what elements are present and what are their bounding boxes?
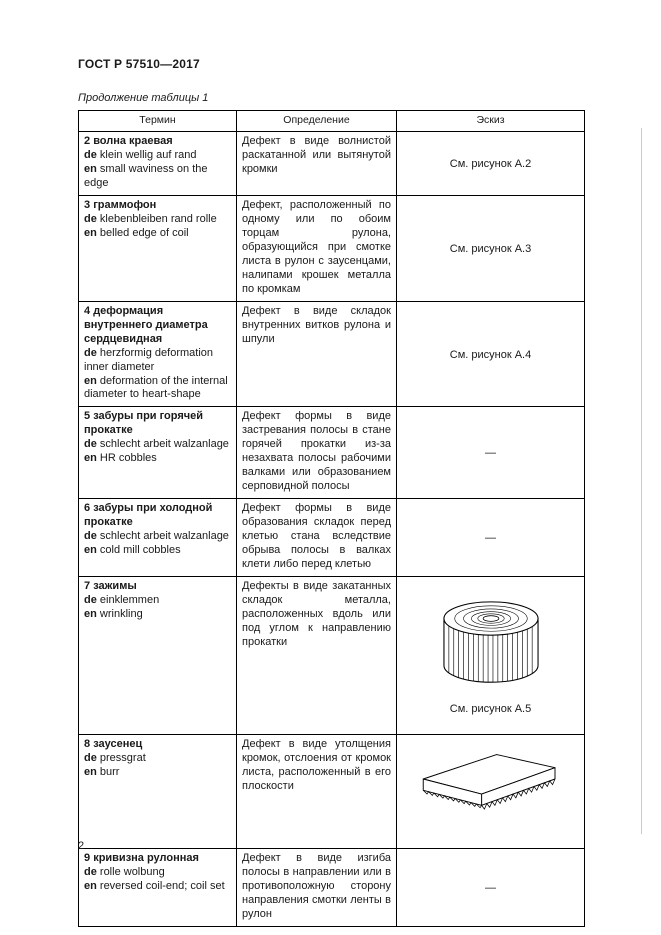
term-title (84, 410, 231, 438)
lang-label-de: de (84, 148, 97, 161)
lang-label-en: en (84, 880, 97, 893)
lang-label-en: en (84, 544, 97, 557)
term-de: rolle wolbung (99, 866, 165, 879)
definition-cell: Дефекты в виде закатанных складок металла, расположенных вдоль или под углом к направлению прокатки (237, 577, 397, 735)
column-header-term: Термин (79, 111, 237, 132)
table-caption: Продолжение таблицы 1 (78, 92, 209, 104)
table-row (79, 132, 585, 196)
term-en-line (84, 608, 231, 622)
lang-label-de: de (84, 346, 97, 359)
table-row (79, 577, 585, 735)
definition-cell: Дефект, расположенный по одному или по обоим торцам рулона, образующийся при смотке листа в рулон с заусенцами, налипами крошек металла по кромкам (237, 195, 397, 301)
definition-cell: Дефект в виде складок внутренних витков рулона и шпули (237, 301, 397, 407)
term-ru: забуры при горячей прокатке (84, 410, 204, 437)
lang-label-de: de (84, 530, 97, 543)
term-cell (79, 407, 237, 499)
term-ru: кривизна рулонная (93, 852, 199, 865)
term-title (84, 580, 231, 594)
term-cell (79, 577, 237, 735)
term-ru: забуры при холодной прокатке (84, 502, 213, 529)
term-number: 4 (84, 304, 91, 317)
term-number: 2 (84, 135, 91, 147)
term-de: schlecht arbeit walzanlage (99, 438, 229, 451)
term-title (84, 502, 231, 530)
term-cell (79, 195, 237, 301)
term-number: 8 (84, 738, 91, 751)
sketch-cell (397, 195, 585, 301)
term-en: reversed coil-end; coil set (99, 880, 225, 893)
term-cell (79, 735, 237, 849)
table-row (79, 735, 585, 849)
column-header-definition: Определение (237, 111, 397, 132)
term-en: deformation of the internal diameter to heart-shape (84, 374, 228, 401)
page-number: 2 (78, 840, 85, 852)
term-en-line (84, 880, 231, 894)
term-cell (79, 499, 237, 577)
lang-label-en: en (84, 162, 97, 175)
term-de-line (84, 438, 231, 452)
term-ru: заусенец (93, 738, 143, 751)
document-number: ГОСТ Р 57510—2017 (78, 57, 200, 71)
sketch-cell (397, 735, 585, 849)
sketch-caption: — (485, 447, 496, 460)
term-de: einklemmen (99, 594, 160, 607)
sketch-caption: — (485, 532, 496, 545)
term-number: 5 (84, 410, 91, 423)
sketch-caption: См. рисунок А.3 (449, 242, 532, 255)
term-cell (79, 132, 237, 196)
sketch-cell (397, 301, 585, 407)
definition-cell: Дефект в виде изгиба полосы в направлении или в противоположную сторону направления смотки ленты в рулон (237, 849, 397, 927)
term-de: klein wellig auf rand (99, 148, 197, 161)
lang-label-de: de (84, 594, 97, 607)
lang-label-en: en (84, 766, 97, 779)
term-title (84, 135, 231, 149)
table-header-row (79, 111, 585, 132)
sketch-cell (397, 499, 585, 577)
term-en: small waviness on the edge (84, 162, 208, 189)
table-row (79, 499, 585, 577)
term-ru: зажимы (93, 580, 137, 593)
term-en-line (84, 452, 231, 466)
terms-table (78, 110, 585, 927)
term-en: cold mill cobbles (99, 544, 181, 557)
sketch-caption: См. рисунок А.4 (449, 348, 532, 361)
definition-cell: Дефект в виде волнистой раскатанной или вытянутой кромки (237, 132, 397, 196)
lang-label-de: de (84, 438, 97, 451)
term-number: 7 (84, 580, 91, 593)
term-number: 9 (84, 852, 91, 865)
lang-label-en: en (84, 608, 97, 621)
term-de-line (84, 866, 231, 880)
lang-label-de: de (84, 866, 97, 879)
term-de-line (84, 213, 231, 227)
term-de: schlecht arbeit walzanlage (99, 530, 229, 543)
definition-cell: Дефект формы в виде застревания полосы в стане горячей прокатки из-за незахвата полосы рабочими валками или образованием серповидной полосы (237, 407, 397, 499)
table-row (79, 301, 585, 407)
term-de-line (84, 530, 231, 544)
sketch-caption: См. рисунок А.5 (449, 703, 532, 716)
term-de: klebenbleiben rand rolle (99, 212, 217, 225)
coil-sketch-figure (402, 595, 579, 693)
table-row (79, 407, 585, 499)
term-title (84, 738, 231, 752)
term-de-line (84, 752, 231, 766)
term-en-line (84, 163, 231, 191)
term-de-line (84, 347, 231, 375)
definition-cell: Дефект формы в виде образования складок перед клетью стана вследствие обрыва полосы в валках клети либо перед клетью (237, 499, 397, 577)
term-en-line (84, 766, 231, 780)
sketch-cell (397, 577, 585, 735)
lang-label-de: de (84, 212, 97, 225)
term-de-line (84, 594, 231, 608)
term-de-line (84, 149, 231, 163)
term-en-line (84, 544, 231, 558)
definition-cell: Дефект в виде утолщения кромок, отслоения от кромок листа, расположенный в его плоскости (237, 735, 397, 849)
sketch-caption: — (485, 882, 496, 895)
term-en-line (84, 375, 231, 403)
term-en: wrinkling (99, 608, 143, 621)
sketch-cell (397, 407, 585, 499)
term-en: burr (99, 766, 120, 779)
column-header-sketch: Эскиз (397, 111, 585, 132)
term-cell (79, 301, 237, 407)
table-row (79, 849, 585, 927)
term-ru: граммофон (93, 198, 157, 211)
term-title (84, 852, 231, 866)
term-en-line (84, 227, 231, 241)
lang-label-en: en (84, 452, 97, 465)
table-body (79, 132, 585, 927)
term-en: belled edge of coil (99, 226, 189, 239)
page-margin-line (641, 128, 642, 834)
term-de: pressgrat (99, 752, 146, 765)
sketch-cell (397, 849, 585, 927)
burr-sketch-figure (402, 747, 579, 827)
term-ru: деформация внутреннего диаметра сердцевидная (84, 304, 208, 345)
lang-label-en: en (84, 226, 97, 239)
sketch-caption: См. рисунок А.2 (449, 157, 532, 170)
term-de: herzformig deformation inner diameter (84, 346, 214, 373)
table-row (79, 195, 585, 301)
lang-label-de: de (84, 752, 97, 765)
sketch-cell (397, 132, 585, 196)
term-title (84, 199, 231, 213)
term-en: HR cobbles (99, 452, 157, 465)
term-number: 3 (84, 198, 91, 211)
term-cell (79, 849, 237, 927)
term-title (84, 305, 231, 347)
term-number: 6 (84, 502, 91, 515)
term-ru: волна краевая (93, 135, 173, 147)
lang-label-en: en (84, 374, 97, 387)
